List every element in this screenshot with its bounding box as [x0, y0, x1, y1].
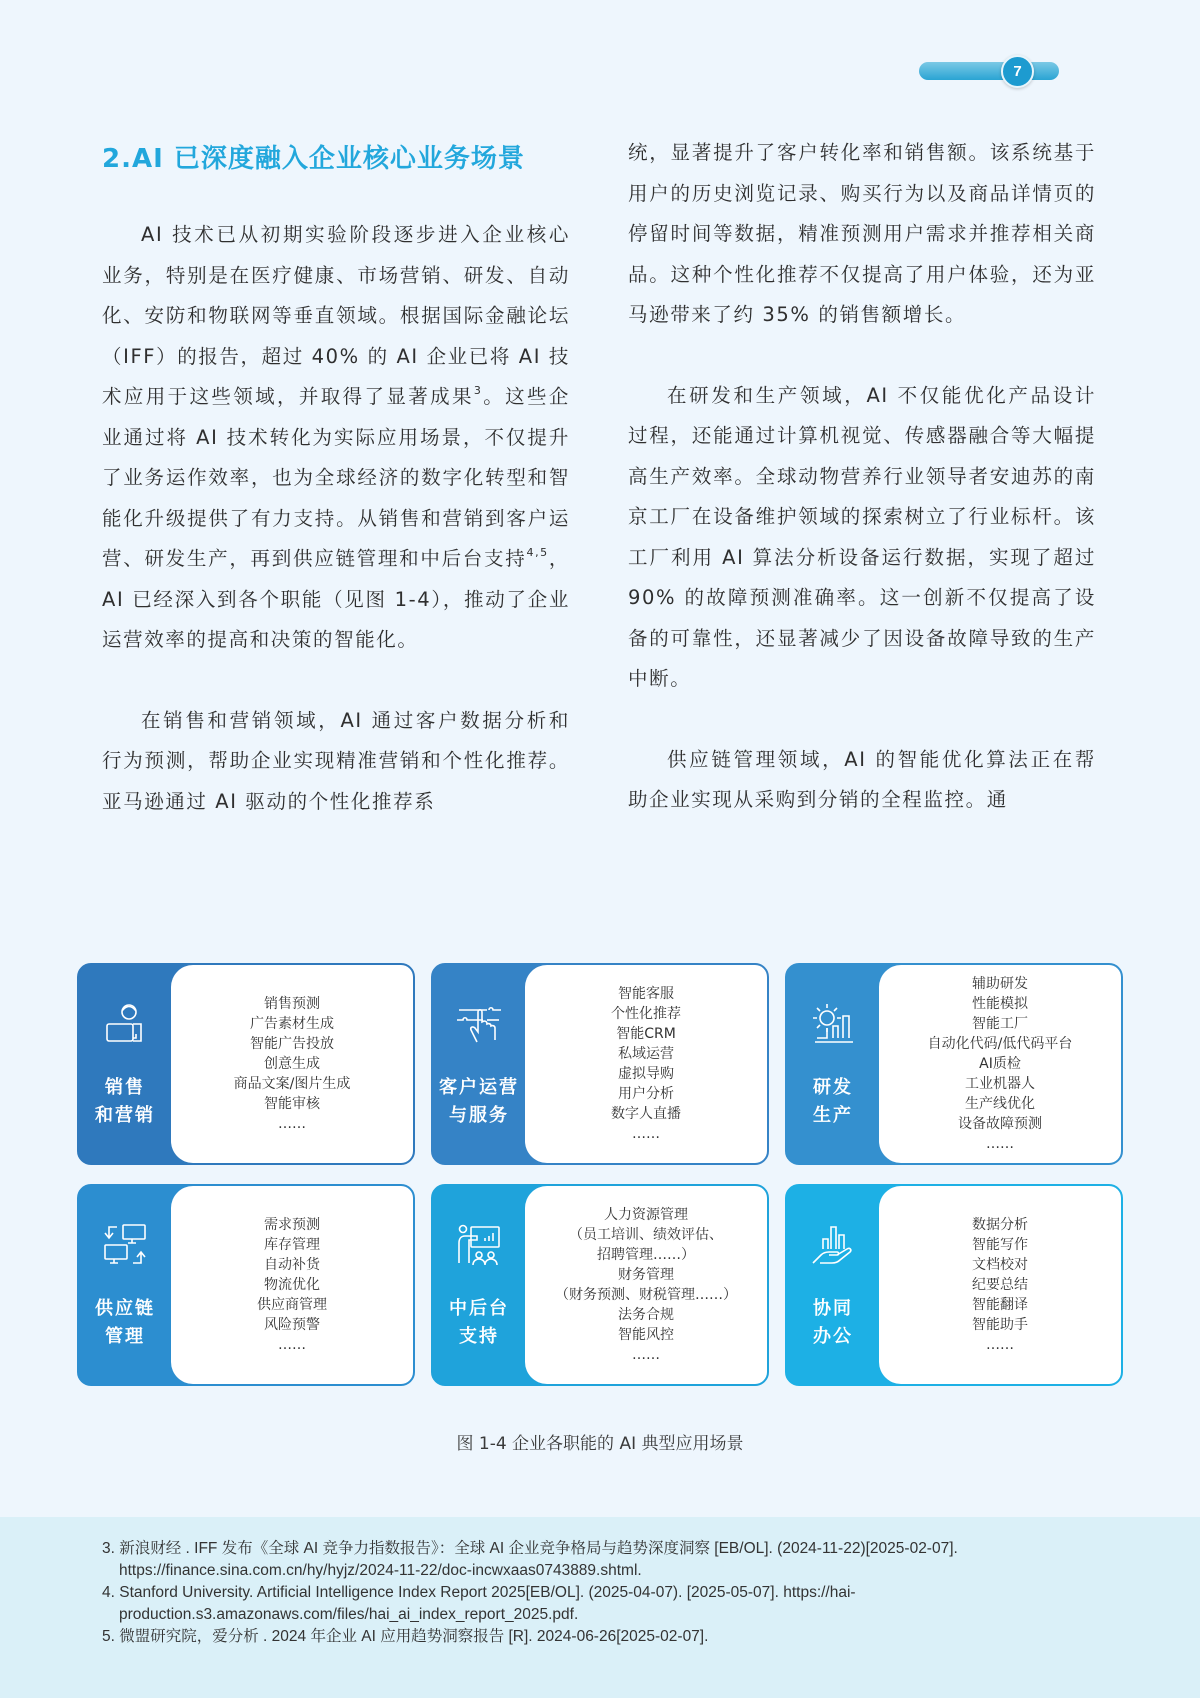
presenter-board-icon [453, 1219, 505, 1295]
section-title: 2.AI 已深度融入企业核心业务场景 [102, 144, 525, 174]
card-item: AI质检 [979, 1056, 1021, 1072]
function-card [431, 1184, 769, 1386]
card-item: 数据分析 [972, 1217, 1028, 1233]
figure-caption: 图 1-4 企业各职能的 AI 典型应用场景 [456, 1434, 744, 1454]
card-side [79, 1186, 171, 1384]
paragraph-sales: 在销售和营销领域，AI 通过客户数据分析和行为预测，帮助企业实现精准营销和个性化推荐。亚马逊通过 AI 驱动的个性化推荐系 [102, 708, 570, 813]
card-item: …… [986, 1337, 1014, 1353]
card-side [787, 965, 879, 1163]
card-items [171, 1186, 413, 1384]
card-item: 智能助手 [972, 1317, 1028, 1333]
card-item: 数字人直播 [611, 1106, 681, 1122]
card-item: 个性化推荐 [611, 1006, 681, 1022]
card-item: 智能工厂 [972, 1016, 1028, 1032]
left-column [102, 215, 570, 822]
card-item: （财务预测、财税管理……） [555, 1287, 737, 1303]
card-item: …… [632, 1126, 660, 1142]
card-item: 辅助研发 [972, 976, 1028, 992]
card-item: 财务管理 [618, 1267, 674, 1283]
card-item: 智能CRM [616, 1026, 676, 1042]
card-label-line: 管理 [105, 1326, 145, 1347]
card-item: 纪要总结 [972, 1277, 1028, 1293]
card-item: 设备故障预测 [958, 1116, 1042, 1132]
card-item: …… [278, 1116, 306, 1132]
function-card [77, 963, 415, 1165]
card-item: 物流优化 [264, 1277, 320, 1293]
card-side [433, 1186, 525, 1384]
card-items [879, 965, 1121, 1163]
card-item: 法务合规 [618, 1307, 674, 1323]
function-card [77, 1184, 415, 1386]
card-side [433, 965, 525, 1163]
card-item: 性能模拟 [972, 996, 1028, 1012]
card-label-line: 中后台 [449, 1298, 509, 1319]
function-card [785, 963, 1123, 1165]
card-label [95, 1074, 155, 1130]
hand-chart-icon [807, 1219, 859, 1295]
card-item: 需求预测 [264, 1217, 320, 1233]
card-item: …… [278, 1337, 306, 1353]
card-label [439, 1074, 519, 1130]
card-item: 私域运营 [618, 1046, 674, 1062]
card-label [95, 1295, 155, 1351]
card-label-line: 协同 [813, 1298, 853, 1319]
card-label-line: 办公 [813, 1326, 853, 1347]
card-label-line: 供应链 [95, 1298, 155, 1319]
card-label [813, 1295, 853, 1351]
card-items [525, 1186, 767, 1384]
card-label-line: 研发 [813, 1077, 853, 1098]
footnote-ref-3[interactable]: 3 [473, 384, 483, 397]
card-item: 供应商管理 [257, 1297, 327, 1313]
card-item: 生产线优化 [965, 1096, 1035, 1112]
reference-item: 3. 新浪财经 . IFF 发布《全球 AI 竞争力指数报告》：全球 AI 企业竞争格局与趋势深度洞察 [EB/OL]. (2024-11-22)[2025-02-07]. https://finance.sina.com.cn/hy/hyjz/2024-11-22/doc-incwxaas0743889.shtml. [102, 1540, 958, 1579]
card-item: 智能审核 [264, 1096, 320, 1112]
card-label-line: 销售 [105, 1077, 145, 1098]
card-side [79, 965, 171, 1163]
card-item: 库存管理 [264, 1237, 320, 1253]
paragraph-sales-cont: 统，显著提升了客户转化率和销售额。该系统基于用户的历史浏览记录、购买行为以及商品详情页的停留时间等数据，精准预测用户需求并推荐相关商品。这种个性化推荐不仅提高了用户体验，还为亚马逊带来了约 35% 的销售额增长。 [628, 141, 1096, 326]
card-items [879, 1186, 1121, 1384]
card-items [525, 965, 767, 1163]
card-item: 工业机器人 [965, 1076, 1035, 1092]
card-item: 虚拟导购 [618, 1066, 674, 1082]
card-label-line: 生产 [813, 1105, 853, 1126]
card-item: 智能广告投放 [250, 1036, 334, 1052]
card-item: 人力资源管理 [604, 1207, 688, 1223]
card-label [449, 1295, 509, 1351]
card-label-line: 和营销 [95, 1105, 155, 1126]
references-footer [0, 1517, 1200, 1698]
card-item: 智能客服 [618, 986, 674, 1002]
card-item: 商品文案/图片生成 [233, 1076, 351, 1092]
right-column [628, 133, 1096, 821]
monitor-cycle-icon [99, 1219, 151, 1295]
card-item: 文档校对 [972, 1257, 1028, 1273]
card-item: 自动补货 [264, 1257, 320, 1273]
card-item: 创意生成 [264, 1056, 320, 1072]
page-number: 7 [1001, 55, 1034, 88]
card-items [171, 965, 413, 1163]
card-label-line: 客户运营 [439, 1077, 519, 1098]
card-side [787, 1186, 879, 1384]
card-label-line: 支持 [459, 1326, 499, 1347]
paragraph-text: ，AI 已经深入到各个职能（见图 1-4），推动了企业运营效率的提高和决策的智能化。 [102, 547, 570, 651]
page-number-bar [919, 62, 1059, 80]
paragraph-text: AI 技术已从初期实验阶段逐步进入企业核心业务，特别是在医疗健康、市场营销、研发、自动化、安防和物联网等垂直领域。根据国际金融论坛（IFF）的报告，超过 40% 的 AI 企业已将 AI 技术应用于这些领域，并取得了显著成果 [102, 223, 570, 408]
person-laptop-icon [99, 998, 151, 1074]
card-item: 销售预测 [264, 996, 320, 1012]
hand-touch-icon [453, 998, 505, 1074]
card-item: 智能翻译 [972, 1297, 1028, 1313]
card-item: 自动化代码/低代码平台 [927, 1036, 1073, 1052]
paragraph-text: 。这些企业通过将 AI 技术转化为实际应用场景，不仅提升了业务运作效率，也为全球经济的数字化转型和智能化升级提供了有力支持。从销售和营销到客户运营、研发生产，再到供应链管理和中后台支持 [102, 385, 571, 570]
card-item: 智能风控 [618, 1327, 674, 1343]
card-item: …… [632, 1347, 660, 1363]
card-item: 智能写作 [972, 1237, 1028, 1253]
function-card [785, 1184, 1123, 1386]
card-item: （员工培训、绩效评估、 [569, 1227, 723, 1243]
reference-item: 5. 微盟研究院，爱分析 . 2024 年企业 AI 应用趋势洞察报告 [R]. 2024-06-26[2025-02-07]. [102, 1628, 709, 1645]
paragraph-rnd: 在研发和生产领域，AI 不仅能优化产品设计过程，还能通过计算机视觉、传感器融合等大幅提高生产效率。全球动物营养行业领导者安迪苏的南京工厂在设备维护领域的探索树立了行业标杆。该工厂利用 AI 算法分析设备运行数据，实现了超过 90% 的故障预测准确率。这一创新不仅提高了设备的可靠性，还显著减少了因设备故障导致的生产中断。 [628, 383, 1096, 690]
paragraph-supply-chain: 供应链管理领域，AI 的智能优化算法正在帮助企业实现从采购到分销的全程监控。通 [628, 747, 1096, 811]
card-label [813, 1074, 853, 1130]
card-item: 广告素材生成 [250, 1016, 334, 1032]
gear-chart-icon [807, 998, 859, 1074]
card-item: …… [986, 1136, 1014, 1152]
footnote-ref-4-5[interactable]: 4,5 [526, 546, 549, 559]
reference-item: 4. Stanford University. Artificial Intelligence Index Report 2025[EB/OL]. (2025-04-07). [2025-05-07]. https://hai-production.s3.amazonaws.com/files/hai_ai_index_report_2025.pdf. [102, 1584, 856, 1623]
paragraph-intro [102, 215, 570, 661]
card-label-line: 与服务 [449, 1105, 509, 1126]
card-item: 招聘管理……） [597, 1247, 695, 1263]
card-item: 风险预警 [264, 1317, 320, 1333]
figure-1-4-grid [77, 963, 1123, 1388]
card-item: 用户分析 [618, 1086, 674, 1102]
function-card [431, 963, 769, 1165]
